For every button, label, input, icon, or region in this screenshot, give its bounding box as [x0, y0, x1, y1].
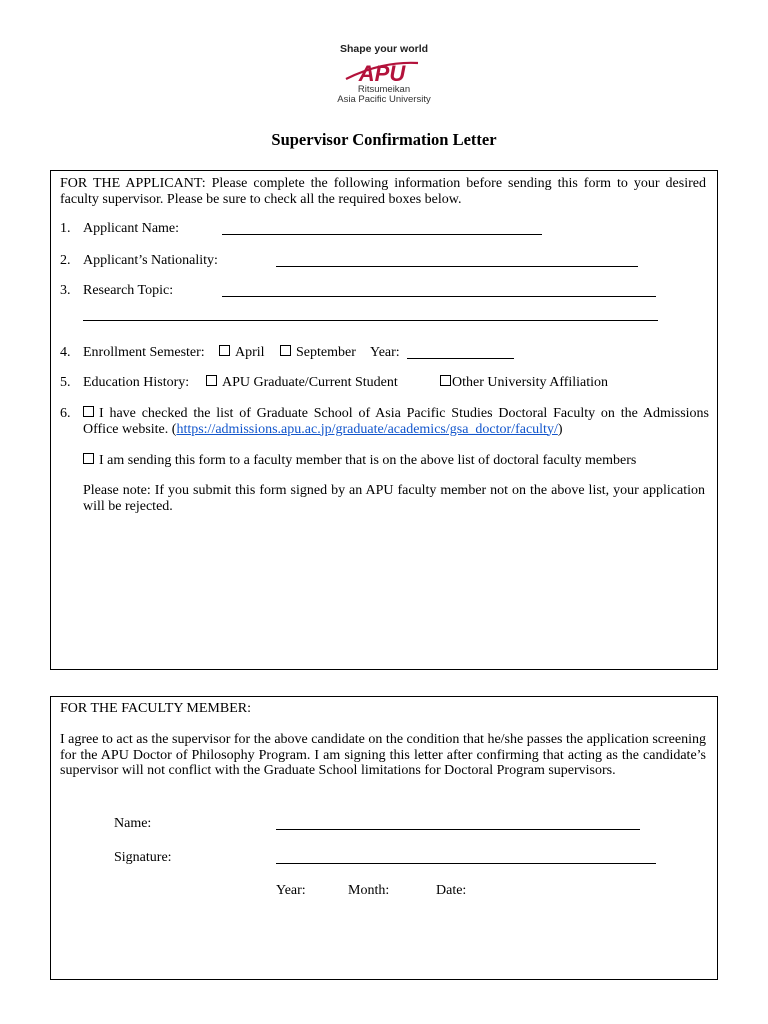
other-university-label: Other University Affiliation: [452, 375, 609, 390]
faculty-list-check-end: ): [557, 421, 563, 437]
applicant-section: [50, 170, 718, 670]
apu-graduate-label: APU Graduate/Current Student: [222, 375, 398, 390]
apu-graduate-option[interactable]: [206, 375, 398, 391]
other-university-option[interactable]: [440, 375, 608, 391]
april-label: April: [235, 345, 265, 360]
logo-tagline: Shape your world: [339, 43, 429, 55]
faculty-member-check[interactable]: [83, 453, 636, 469]
item-number: 3.: [60, 283, 71, 298]
item-number: 4.: [60, 345, 71, 360]
nationality-label: Applicant’s Nationality:: [83, 253, 218, 268]
apu-logo-mark: [344, 55, 420, 85]
svg-text:APU: APU: [358, 61, 406, 85]
september-checkbox[interactable]: [280, 345, 291, 356]
research-topic-field-line2[interactable]: [83, 320, 658, 321]
faculty-list-checkbox[interactable]: [83, 406, 94, 417]
university-line1: Ritsumeikan: [357, 84, 411, 95]
research-topic-field[interactable]: [222, 296, 656, 297]
signature-label: Signature:: [114, 850, 172, 865]
april-option[interactable]: [219, 345, 265, 361]
sign-month-label: Month:: [348, 883, 390, 898]
september-label: September: [296, 345, 356, 360]
april-checkbox[interactable]: [219, 345, 230, 356]
enrollment-label: Enrollment Semester:: [83, 345, 205, 360]
faculty-list-check-text: I have checked the list of Graduate School of Asia Pacific Studies Doctoral Faculty on the Admissions Office website. (: [83, 406, 709, 437]
admissions-faculty-link[interactable]: https://admissions.apu.ac.jp/graduate/academics/gsa_doctor/faculty/: [176, 421, 558, 437]
research-topic-label: Research Topic:: [83, 283, 174, 298]
enrollment-year-field[interactable]: [407, 358, 514, 359]
faculty-statement: I agree to act as the supervisor for the above candidate on the condition that he/she passes the application screening for the APU Doctor of Philosophy Program. I am signing this letter after confirming that acting as the candidate’s supervisor will not conflict with the Graduate School limitations for Doctoral Program supervisors.: [60, 732, 706, 778]
applicant-name-label: Applicant Name:: [83, 221, 180, 236]
september-option[interactable]: [280, 345, 356, 361]
signature-field[interactable]: [276, 863, 656, 864]
sign-date-label: Date:: [436, 883, 467, 898]
apu-logo: [268, 40, 500, 116]
item-number: 5.: [60, 375, 71, 390]
item-number: 2.: [60, 253, 71, 268]
faculty-heading: FOR THE FACULTY MEMBER:: [60, 701, 251, 716]
faculty-member-checkbox[interactable]: [83, 453, 94, 464]
nationality-field[interactable]: [276, 266, 638, 267]
faculty-list-check[interactable]: [83, 406, 709, 437]
other-university-checkbox[interactable]: [440, 375, 451, 386]
faculty-section: [50, 696, 718, 980]
education-label: Education History:: [83, 375, 190, 390]
applicant-intro: FOR THE APPLICANT: Please complete the following information before sending this form to your desired faculty supervisor. Please be sure to check all the required boxes below.: [60, 176, 706, 207]
faculty-name-label: Name:: [114, 816, 152, 831]
university-name: [268, 85, 500, 105]
faculty-member-check-text: I am sending this form to a faculty member that is on the above list of doctoral faculty members: [99, 453, 637, 468]
faculty-name-field[interactable]: [276, 829, 640, 830]
sign-year-label: Year:: [276, 883, 306, 898]
year-label: Year:: [370, 345, 400, 360]
apu-graduate-checkbox[interactable]: [206, 375, 217, 386]
rejection-note: Please note: If you submit this form signed by an APU faculty member not on the above list, your application will be rejected.: [83, 483, 705, 514]
item-number: 1.: [60, 221, 71, 236]
page-title: Supervisor Confirmation Letter: [271, 130, 497, 149]
item-number: 6.: [60, 406, 71, 421]
university-line2: Asia Pacific University: [337, 94, 431, 105]
applicant-name-field[interactable]: [222, 234, 542, 235]
